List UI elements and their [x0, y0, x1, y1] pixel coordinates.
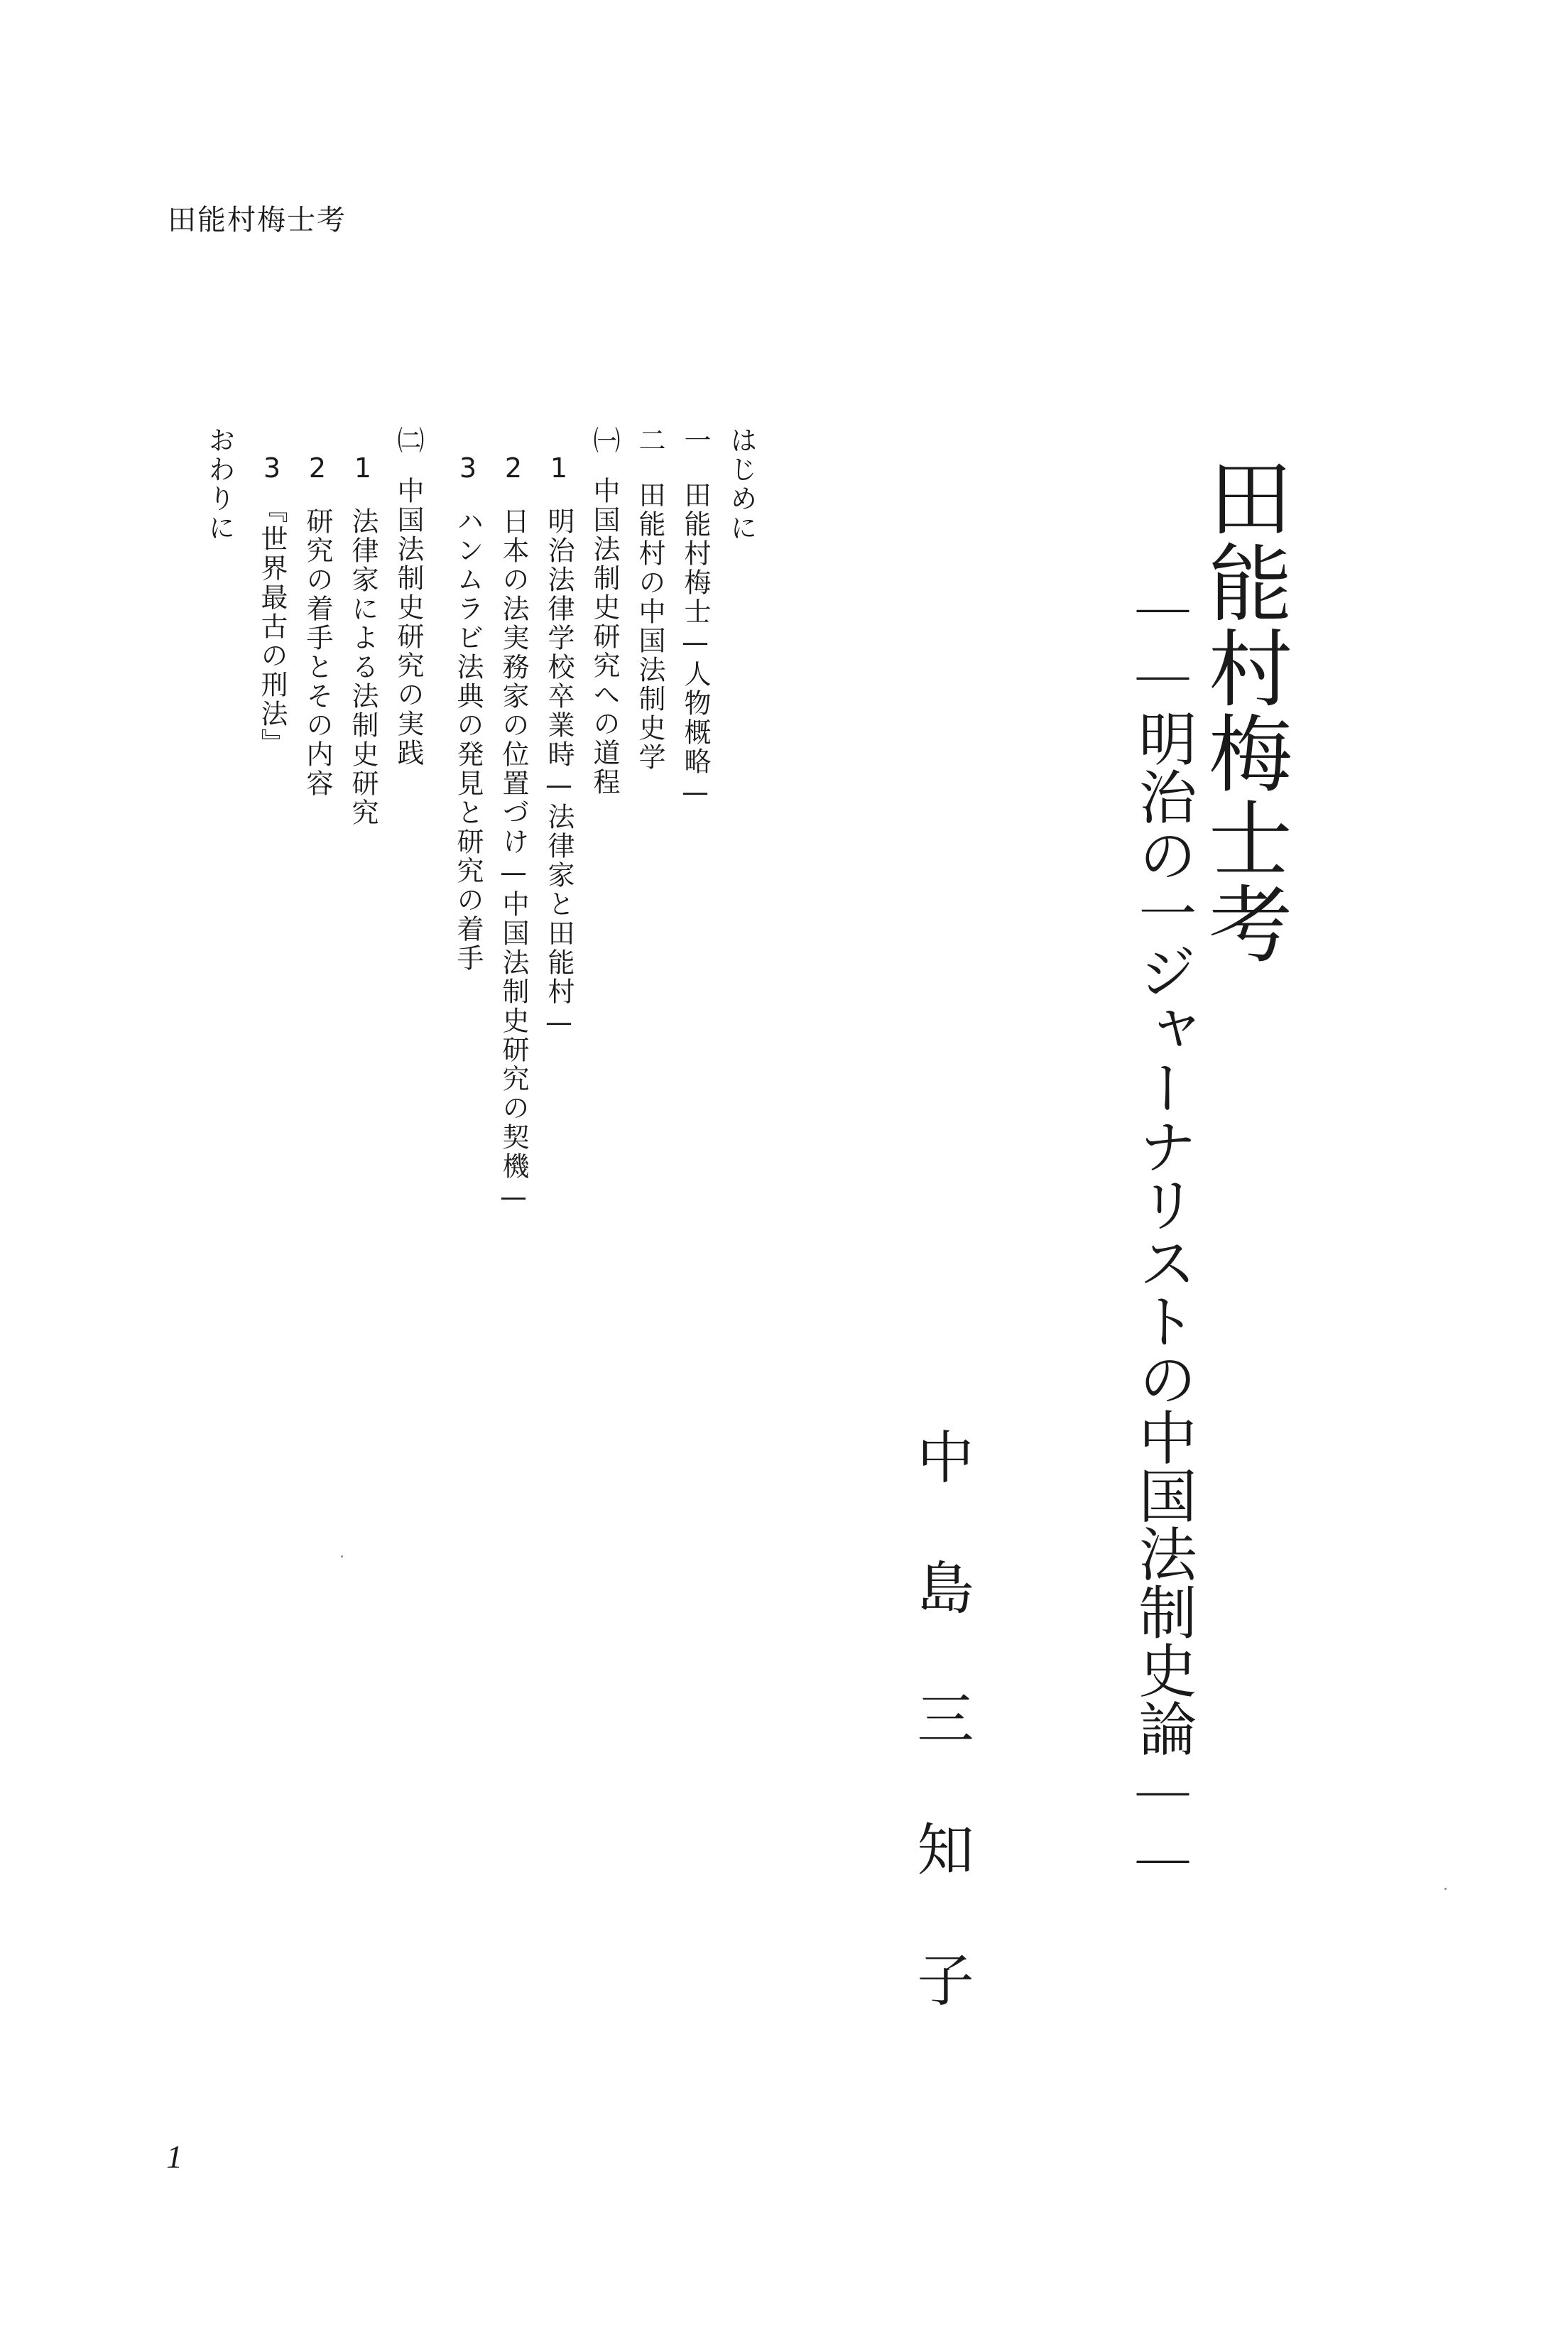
- toc-sec1: [591, 426, 618, 797]
- toc-intro: [728, 426, 755, 543]
- toc-sec2-1-title: 法律家による法制史研究: [347, 507, 379, 827]
- toc-sec2-2-title: 研究の着手とその内容: [302, 507, 333, 798]
- toc-sec1-num: ㈠: [589, 426, 620, 455]
- toc-sec2-2: [304, 455, 331, 798]
- toc-sec2-num: ㈡: [393, 426, 424, 455]
- toc-part1: [682, 426, 709, 810]
- article-title: 田能村梅士考: [1194, 455, 1292, 966]
- toc-part2-num: 二: [634, 426, 665, 455]
- toc-sec1-3-num: 3: [459, 455, 477, 482]
- scan-speck: [1444, 1888, 1447, 1890]
- author-name: 中島三知子: [908, 1428, 974, 2081]
- toc-sec2: [395, 426, 422, 768]
- toc-sec2-3: [256, 455, 288, 758]
- toc-part1-title: 田能村梅士—人物概略—: [680, 481, 711, 810]
- toc-sec2-3-title: 『世界最古の刑法』: [256, 496, 288, 758]
- toc-sec2-3-num: 3: [263, 455, 281, 482]
- toc-sec1-1-title: 明治法律学校卒業時—法律家と田能村—: [543, 507, 575, 1040]
- scan-speck: [341, 1555, 343, 1558]
- toc-sec2-2-num: 2: [308, 455, 327, 482]
- toc-sec2-1: [347, 455, 379, 827]
- running-head: 田能村梅士考: [168, 204, 347, 237]
- table-of-contents: [192, 426, 781, 1214]
- page-number: 1: [166, 2138, 183, 2175]
- toc-sec1-2-num: 2: [504, 455, 523, 482]
- toc-part2: [636, 426, 663, 772]
- toc-sec1-2: [500, 455, 527, 1214]
- toc-part2-title: 田能村の中国法制史学: [634, 481, 665, 772]
- toc-sec1-2-title: 日本の法実務家の位置づけ—中国法制史研究の契機—: [498, 507, 529, 1214]
- toc-sec2-1-num: 1: [354, 455, 372, 482]
- toc-outro: [206, 426, 233, 543]
- article-subtitle: ——明治の一ジャーナリストの中国法制史論——: [1129, 574, 1197, 1892]
- toc-outro-label: おわりに: [204, 426, 235, 543]
- toc-intro-label: はじめに: [726, 426, 757, 543]
- toc-sec1-1: [543, 455, 575, 1040]
- toc-sec2-title: 中国法制史研究の実践: [393, 477, 424, 768]
- toc-sec1-1-num: 1: [550, 455, 568, 482]
- toc-part1-num: 一: [680, 426, 711, 455]
- toc-sec1-3: [452, 455, 484, 973]
- toc-sec1-3-title: ハンムラビ法典の発見と研究の着手: [452, 507, 484, 973]
- toc-sec1-title: 中国法制史研究への道程: [589, 477, 620, 797]
